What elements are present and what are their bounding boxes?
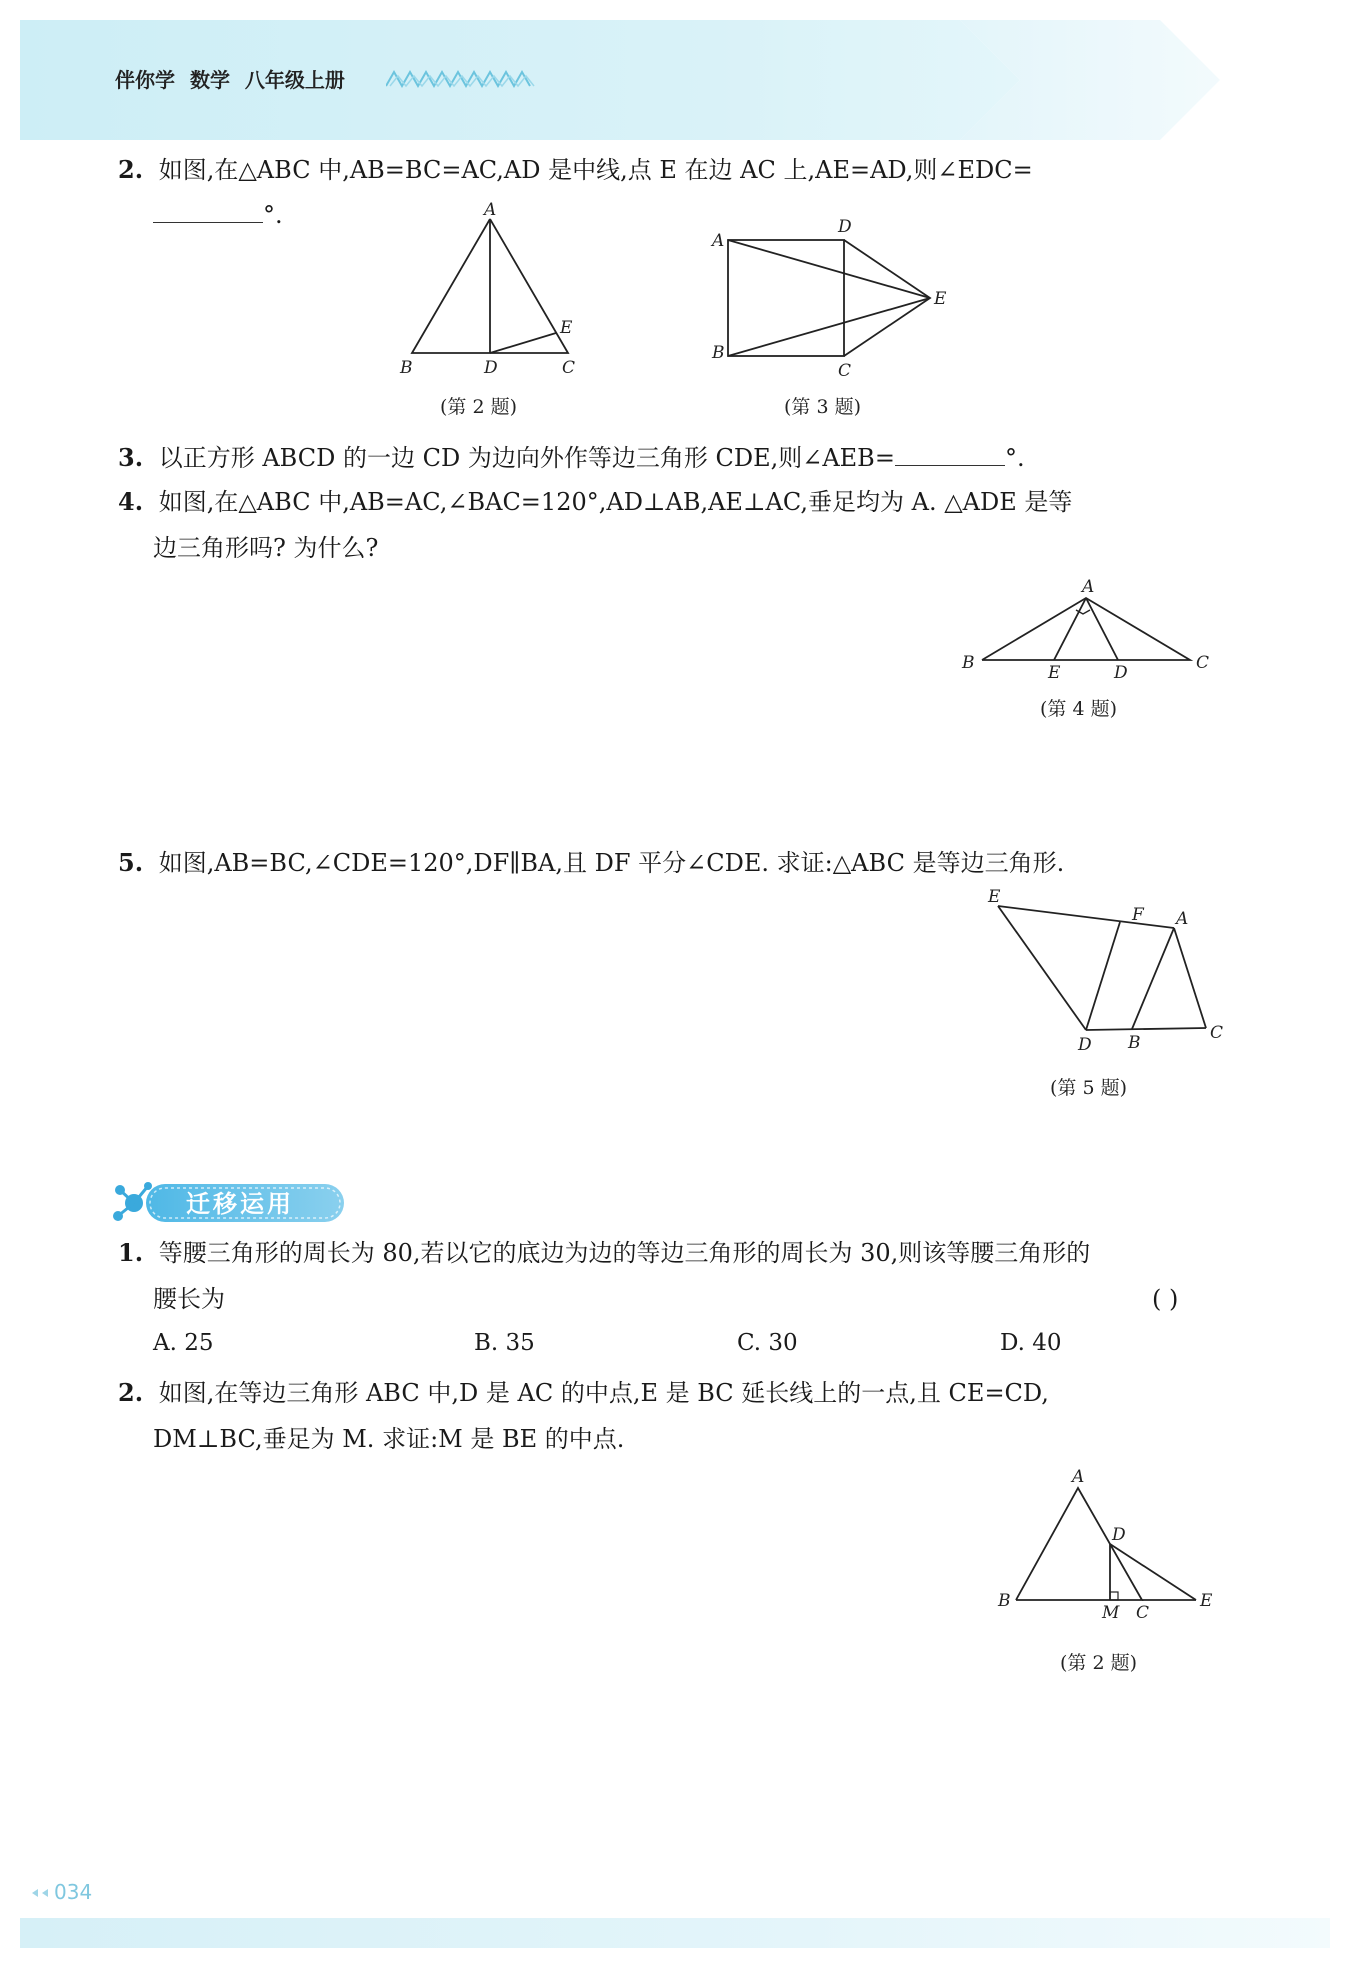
figure-q5	[980, 887, 1230, 1060]
segment-be	[728, 298, 930, 356]
option-d[interactable]: D. 40	[1000, 1330, 1062, 1356]
question-number: 5.	[118, 848, 144, 877]
segment-de	[1110, 1544, 1196, 1600]
label-c: C	[838, 361, 852, 381]
answer-parentheses[interactable]: ( )	[1152, 1285, 1179, 1313]
question-text: 如图,在△ABC 中,AB=AC,∠BAC=120°,AD⊥AB,AE⊥AC,垂足均为 A. △ADE 是等	[158, 488, 1073, 516]
segment-ed	[998, 906, 1086, 1030]
question-number: 4.	[118, 487, 144, 516]
transfer-question-2-line2: DM⊥BC,垂足为 M. 求证:M 是 BE 的中点.	[153, 1425, 625, 1453]
label-f: F	[1132, 905, 1144, 925]
segment-de	[490, 333, 556, 353]
question-3	[118, 443, 1025, 473]
label-b: B	[400, 358, 413, 378]
footer-band	[20, 1918, 1330, 1948]
figure-transfer-q2	[996, 1467, 1226, 1623]
answer-blank[interactable]	[895, 443, 1005, 466]
answer-blank[interactable]	[153, 200, 263, 223]
caption-transfer-q2: (第 2 题)	[1060, 1652, 1137, 1674]
question-text: 以正方形 ABCD 的一边 CD 为边向外作等边三角形 CDE,则∠AEB=	[158, 444, 895, 472]
question-text: 如图,在△ABC 中,AB=BC=AC,AD 是中线,点 E 在边 AC 上,AE=AD,则∠EDC=	[158, 156, 1033, 184]
label-d: D	[1114, 663, 1128, 683]
label-c: C	[1136, 1603, 1150, 1623]
option-c[interactable]: C. 30	[737, 1330, 798, 1356]
label-e: E	[1048, 663, 1061, 683]
option-b[interactable]: B. 35	[474, 1330, 535, 1356]
label-d: D	[838, 217, 852, 237]
label-c: C	[562, 358, 576, 378]
question-number: 2.	[118, 155, 144, 184]
caption-q2: (第 2 题)	[440, 396, 517, 418]
transfer-question-1	[118, 1238, 1090, 1268]
transfer-question-1-line2: 腰长为	[153, 1285, 225, 1313]
question-number: 2.	[118, 1378, 144, 1407]
segment-df	[1086, 922, 1120, 1030]
caption-q5: (第 5 题)	[1050, 1077, 1127, 1099]
label-d: D	[484, 358, 498, 378]
label-b: B	[1128, 1033, 1141, 1053]
label-c: C	[1210, 1023, 1224, 1043]
label-d: D	[1112, 1525, 1126, 1545]
question-4	[118, 487, 1072, 517]
question-text: 等腰三角形的周长为 80,若以它的底边为边的等边三角形的周长为 30,则该等腰三角形的	[158, 1239, 1091, 1267]
question-5	[118, 848, 1064, 878]
label-e: E	[560, 318, 573, 338]
question-4-line2: 边三角形吗? 为什么?	[153, 534, 379, 562]
label-e: E	[988, 887, 1001, 907]
triangle-abc	[982, 598, 1190, 660]
page-number: 034	[54, 1880, 93, 1904]
figure-q3	[708, 217, 958, 381]
label-e: E	[1200, 1591, 1213, 1611]
book-title: 伴你学 数学 八年级上册	[115, 68, 345, 92]
question-2	[118, 155, 1033, 185]
label-a: A	[1176, 909, 1189, 929]
option-a[interactable]: A. 25	[153, 1330, 214, 1356]
label-b: B	[962, 653, 975, 673]
segment-ac	[1174, 928, 1206, 1028]
label-b: B	[998, 1591, 1011, 1611]
question-number: 3.	[118, 443, 144, 472]
figure-q2	[400, 200, 590, 378]
segment-ae	[728, 240, 930, 298]
label-a: A	[484, 200, 497, 220]
question-text: 如图,AB=BC,∠CDE=120°,DF∥BA,且 DF 平分∠CDE. 求证:△ABC 是等边三角形.	[158, 849, 1065, 877]
caption-q4: (第 4 题)	[1040, 698, 1117, 720]
label-a: A	[1082, 577, 1095, 597]
transfer-question-2	[118, 1378, 1049, 1408]
segment-ea	[998, 906, 1174, 928]
label-a: A	[1072, 1467, 1085, 1487]
question-number: 1.	[118, 1238, 144, 1267]
label-a: A	[712, 231, 725, 251]
label-c: C	[1196, 653, 1210, 673]
degree-suffix: °.	[263, 201, 283, 229]
question-2-answer-line	[153, 200, 283, 230]
section-title: 迁移运用	[186, 1190, 294, 1218]
arrow-decoration-icon	[30, 1887, 56, 1899]
label-d: D	[1078, 1035, 1092, 1055]
caption-q3: (第 3 题)	[784, 396, 861, 418]
label-m: M	[1102, 1603, 1120, 1623]
question-text: 如图,在等边三角形 ABC 中,D 是 AC 的中点,E 是 BC 延长线上的一点,且 CE=CD,	[158, 1379, 1049, 1407]
label-e: E	[934, 289, 947, 309]
figure-q4	[962, 577, 1222, 683]
segment-dc	[1086, 1028, 1206, 1030]
degree-suffix: °.	[1004, 444, 1025, 472]
zigzag-decoration	[386, 68, 536, 88]
label-b: B	[712, 343, 725, 363]
segment-ab	[1132, 928, 1174, 1029]
right-angle-mark	[1110, 1592, 1118, 1600]
triangle-dce	[844, 240, 930, 356]
